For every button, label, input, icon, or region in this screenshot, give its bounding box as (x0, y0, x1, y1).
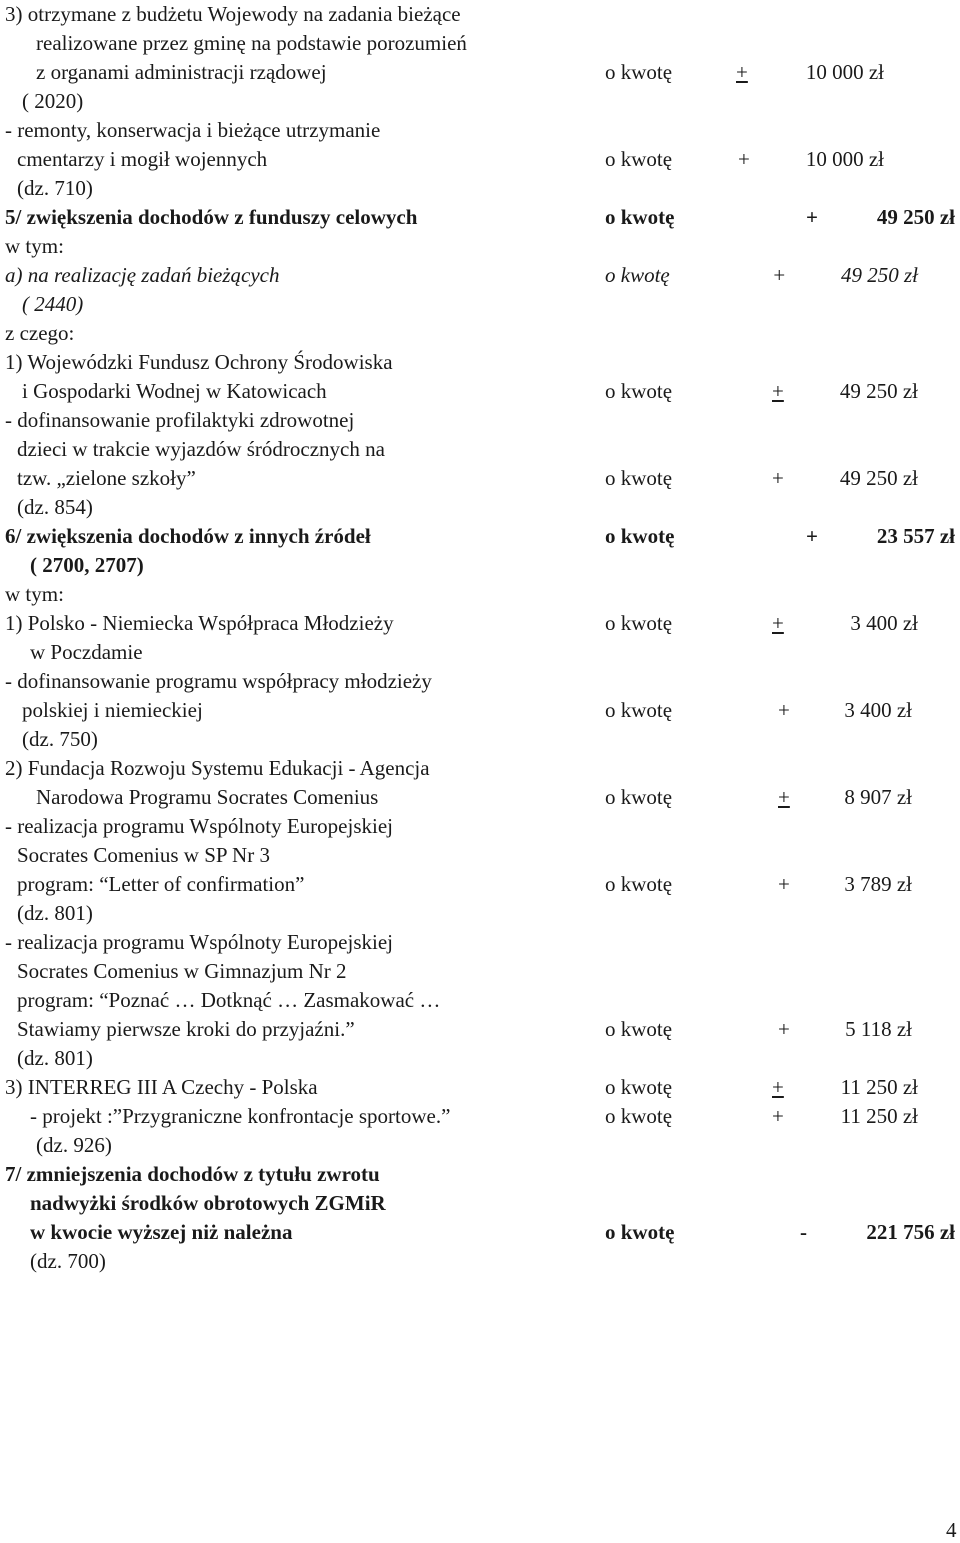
line-text: z czego: (5, 321, 75, 345)
line-text: i Gospodarki Wodnej w Katowicach (22, 379, 327, 403)
line-text: 2) Fundacja Rozwoju Systemu Edukacji - Agencja (5, 756, 430, 780)
doc-line-37 (0, 1044, 960, 1073)
line-text: tzw. „zielone szkoły” (17, 466, 196, 490)
doc-line-33 (0, 928, 960, 957)
amount-prefix: o kwotę (605, 466, 673, 490)
line-text: w tym: (5, 234, 64, 258)
amount-prefix: o kwotę (605, 1104, 673, 1128)
line-text: 7/ zmniejszenia dochodów z tytułu zwrotu (5, 1162, 380, 1186)
line-text: z organami administracji rządowej (36, 60, 327, 84)
amount-value: 49 250 zł (876, 205, 955, 229)
doc-line-42 (0, 1189, 960, 1218)
doc-line-44 (0, 1247, 960, 1276)
amount-value: 221 756 zł (866, 1220, 955, 1244)
amount-value: 3 400 zł (844, 698, 912, 722)
amount-sign: + (778, 872, 790, 896)
line-text: 6/ zwiększenia dochodów z innych źródeł (5, 524, 371, 548)
doc-line-24 (0, 667, 960, 696)
doc-line-17 (0, 464, 960, 493)
doc-line-36 (0, 1015, 960, 1044)
doc-line-23 (0, 638, 960, 667)
line-text: Socrates Comenius w Gimnazjum Nr 2 (17, 959, 347, 983)
amount-sign: + (736, 60, 748, 84)
amount-prefix: o kwotę (605, 524, 675, 548)
doc-line-20 (0, 551, 960, 580)
amount-value: 10 000 zł (805, 147, 884, 171)
line-text: (dz. 700) (30, 1249, 106, 1273)
doc-line-15 (0, 406, 960, 435)
line-text: polskiej i niemieckiej (22, 698, 203, 722)
doc-line-43 (0, 1218, 960, 1247)
doc-line-2 (0, 29, 960, 58)
amount-prefix: o kwotę (605, 1075, 673, 1099)
line-text: - remonty, konserwacja i bieżące utrzymanie (5, 118, 381, 142)
doc-line-21 (0, 580, 960, 609)
doc-line-3 (0, 58, 960, 87)
doc-line-38 (0, 1073, 960, 1102)
line-text: dzieci w trakcie wyjazdów śródrocznych na (17, 437, 385, 461)
line-text: w tym: (5, 582, 64, 606)
line-text: nadwyżki środków obrotowych ZGMiR (30, 1191, 386, 1215)
doc-line-35 (0, 986, 960, 1015)
line-text: cmentarzy i mogił wojennych (17, 147, 268, 171)
doc-line-6 (0, 145, 960, 174)
line-text: program: “Letter of confirmation” (17, 872, 305, 896)
line-text: Narodowa Programu Socrates Comenius (36, 785, 379, 809)
line-text: (dz. 926) (36, 1133, 112, 1157)
line-text: program: “Poznać … Dotknąć … Zasmakować … (17, 988, 441, 1012)
line-text: Socrates Comenius w SP Nr 3 (17, 843, 270, 867)
line-text: ( 2440) (22, 292, 84, 316)
doc-line-19 (0, 522, 960, 551)
doc-line-31 (0, 870, 960, 899)
doc-line-30 (0, 841, 960, 870)
doc-line-16 (0, 435, 960, 464)
line-text: Stawiamy pierwsze kroki do przyjaźni.” (17, 1017, 355, 1041)
doc-line-25 (0, 696, 960, 725)
amount-prefix: o kwotę (605, 263, 670, 287)
line-text: 3) otrzymane z budżetu Wojewody na zadania bieżące (5, 2, 461, 26)
amount-prefix: o kwotę (605, 379, 673, 403)
doc-line-22 (0, 609, 960, 638)
doc-line-39 (0, 1102, 960, 1131)
amount-prefix: o kwotę (605, 147, 673, 171)
amount-sign: + (778, 1017, 790, 1041)
doc-line-29 (0, 812, 960, 841)
line-text: (dz. 750) (22, 727, 98, 751)
line-text: - dofinansowanie programu współpracy młodzieży (5, 669, 432, 693)
doc-line-10 (0, 261, 960, 290)
amount-prefix: o kwotę (605, 1017, 673, 1041)
amount-sign: + (772, 1075, 784, 1099)
doc-line-27 (0, 754, 960, 783)
doc-line-18 (0, 493, 960, 522)
line-text: - dofinansowanie profilaktyki zdrowotnej (5, 408, 355, 432)
amount-prefix: o kwotę (605, 611, 673, 635)
amount-sign: + (738, 147, 750, 171)
line-text: ( 2700, 2707) (30, 553, 144, 577)
amount-value: 23 557 zł (876, 524, 955, 548)
amount-sign: + (772, 263, 787, 287)
line-text: w Poczdamie (30, 640, 143, 664)
doc-line-28 (0, 783, 960, 812)
doc-line-8 (0, 203, 960, 232)
doc-line-1 (0, 0, 960, 29)
line-text: 1) Polsko - Niemiecka Współpraca Młodzieży (5, 611, 394, 635)
amount-prefix: o kwotę (605, 1220, 675, 1244)
amount-prefix: o kwotę (605, 60, 673, 84)
line-text: - realizacja programu Wspólnoty Europejskiej (5, 814, 393, 838)
amount-sign: + (778, 698, 790, 722)
amount-sign: + (772, 466, 784, 490)
line-text: 1) Wojewódzki Fundusz Ochrony Środowiska (5, 350, 393, 374)
amount-value: 49 250 zł (839, 379, 918, 403)
line-text: (dz. 801) (17, 901, 93, 925)
doc-line-7 (0, 174, 960, 203)
amount-value: 11 250 zł (840, 1104, 918, 1128)
amount-sign: + (772, 1104, 784, 1128)
amount-sign: + (772, 611, 784, 635)
amount-sign: + (772, 379, 784, 403)
doc-line-41 (0, 1160, 960, 1189)
line-text: (dz. 854) (17, 495, 93, 519)
amount-value: 3 400 zł (850, 611, 918, 635)
doc-line-34 (0, 957, 960, 986)
doc-line-32 (0, 899, 960, 928)
doc-line-13 (0, 348, 960, 377)
doc-line-9 (0, 232, 960, 261)
amount-value: 3 789 zł (844, 872, 912, 896)
line-text: realizowane przez gminę na podstawie porozumień (36, 31, 467, 55)
line-text: ( 2020) (22, 89, 84, 113)
amount-prefix: o kwotę (605, 872, 673, 896)
line-text: - projekt :”Przygraniczne konfrontacje sportowe.” (30, 1104, 451, 1128)
line-text: 3) INTERREG III A Czechy - Polska (5, 1075, 318, 1099)
line-text: (dz. 710) (17, 176, 93, 200)
amount-sign: + (806, 524, 818, 548)
doc-line-40 (0, 1131, 960, 1160)
amount-sign: - (800, 1220, 807, 1244)
doc-line-26 (0, 725, 960, 754)
amount-value: 8 907 zł (844, 785, 912, 809)
doc-line-4 (0, 87, 960, 116)
line-text: 5/ zwiększenia dochodów z funduszy celowych (5, 205, 418, 229)
doc-line-5 (0, 116, 960, 145)
page-number: 4 (946, 1518, 957, 1542)
doc-line-14 (0, 377, 960, 406)
amount-value: 5 118 zł (845, 1017, 912, 1041)
line-text: w kwocie wyższej niż należna (30, 1220, 293, 1244)
amount-value: 11 250 zł (840, 1075, 918, 1099)
amount-value: 10 000 zł (805, 60, 884, 84)
line-text: (dz. 801) (17, 1046, 93, 1070)
amount-prefix: o kwotę (605, 785, 673, 809)
line-text: a) na realizację zadań bieżących (5, 263, 280, 287)
doc-line-12 (0, 319, 960, 348)
amount-value: 49 250 zł (840, 263, 918, 287)
amount-prefix: o kwotę (605, 698, 673, 722)
amount-sign: + (806, 205, 818, 229)
line-text: - realizacja programu Wspólnoty Europejskiej (5, 930, 393, 954)
doc-line-11 (0, 290, 960, 319)
amount-value: 49 250 zł (839, 466, 918, 490)
amount-prefix: o kwotę (605, 205, 675, 229)
amount-sign: + (778, 785, 790, 809)
